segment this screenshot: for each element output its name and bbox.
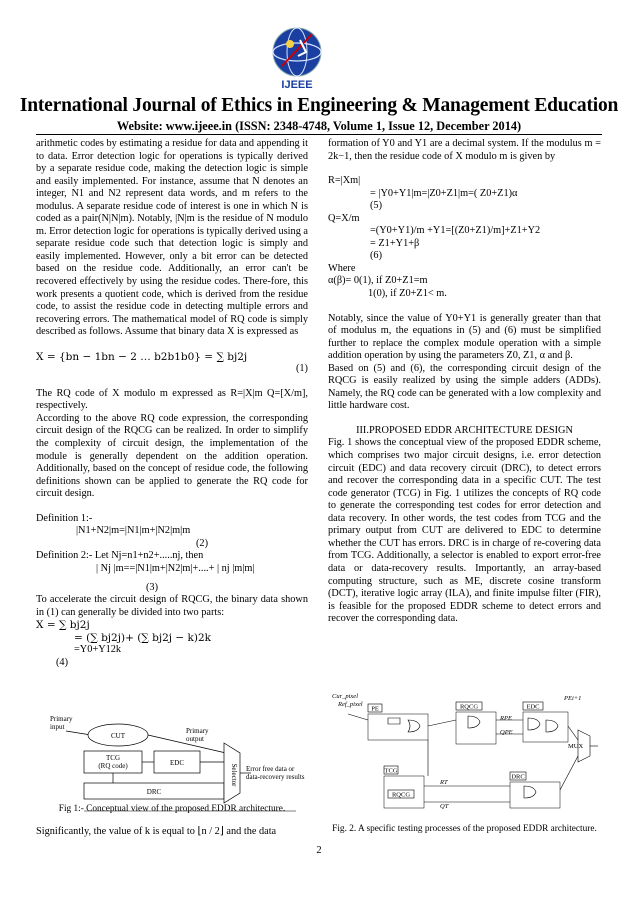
equation-1-text: X = {bn − 1bn − 2 … b2b1b0} = ∑ bj2j xyxy=(36,350,248,363)
fig2-cur-pixel: Cur_pixel xyxy=(332,693,358,700)
journal-logo xyxy=(262,22,332,94)
right-paragraph-1: formation of Y0 and Y1 are a decimal system. If the modulus m = 2k−1, then the residue code of X modulo m is given by xyxy=(328,138,601,162)
right-paragraph-3: Based on (5) and (6), the corresponding circuit design of the RQCG is easily realized by using the simple adders (ADDs). Namely, the RQ code can be generated with a low complexity and little hardware cost. xyxy=(328,362,601,412)
fig1-primary-input: Primary xyxy=(50,715,73,723)
left-paragraph-5: Significantly, the value of k is equal to ⌊n / 2⌋ and the data xyxy=(36,826,277,837)
fig2-qpe: QPE xyxy=(500,729,513,736)
fig1-error-free-label: Error free data or xyxy=(246,765,295,773)
figure-2-caption: Fig. 2. A specific testing processes of the proposed EDDR architecture. xyxy=(332,824,597,834)
quotient-eq-2: =(Y0+Y1)/m +Y1=[(Z0+Z1)/m]+Z1+Y2 xyxy=(370,225,541,237)
definition-2-number: (3) xyxy=(146,581,159,593)
where-label: Where xyxy=(328,262,356,274)
left-paragraph-3: According to the above RQ code expression, the corresponding circuit design of the RQCG can be realized. In order to simplify the complexity of circuit design, the implementation of the module is generally dependent on the addition operation. Additionally, based on the concept of residue code, the following definitions shown can be applied to generate the RQ code for circuit design. xyxy=(36,412,308,500)
svg-text:input: input xyxy=(50,723,65,731)
fig2-rpe: RPE xyxy=(500,715,512,722)
fig2-rt: RT xyxy=(440,779,448,786)
fig1-cut-label: CUT xyxy=(111,732,125,740)
right-paragraph-2: Notably, since the value of Y0+Y1 is generally greater than that of modulus m, the equations in (5) and (6) must be simplified further to replace the complex module operation with a simple addition operation by using the parameters Z0, Z1, α and β. xyxy=(328,312,601,362)
definition-1-equation: |N1+N2|m=|N1|m+|N2|m|m xyxy=(76,525,191,537)
fig2-ref-pixel: Ref_pixel xyxy=(338,701,363,708)
journal-header xyxy=(0,0,638,135)
residue-eq-number: (5) xyxy=(370,200,383,212)
definition-1-number: (2) xyxy=(196,537,209,549)
residue-eq-2: = |Y0+Y1|m=|Z0+Z1|m=( Z0+Z1)α xyxy=(370,187,518,199)
equation-4a: X = ∑ bj2j xyxy=(36,619,90,632)
svg-text:output: output xyxy=(186,735,204,743)
figure-1-diagram xyxy=(36,713,308,813)
fig2-qt: QT xyxy=(440,803,449,810)
left-paragraph-1: arithmetic codes by estimating a residue for data and appending it to data. Error detection logic for operations is typically derived by a separate residue code, making the detection logic is simple and easily implemented. For instance, assume that N denotes an integer, N1 and N2 represent data words, and m refers to the modulus. A separate residue code of interest is one in which N is coded as a pair(N|N|m). Notably, |N|m is the residue of N modulo m. Error detection logic for operations is typically derived using a separate residue code such that detection logic is simply and easily implemented. However, only a bit error can be detected based on the residue code. Additionally, an error can't be recovered effectively by using the residue codes. There-fore, this work presents a quotient code, which is derived from the residue code, to assist the residue code in detecting multiple errors and recovering errors. The mathematical model of RQ code is simply described as follows. Assume that binary data X is expressed as xyxy=(36,138,308,338)
left-column xyxy=(36,138,308,669)
equation-4b: = (∑ bj2j)+ (∑ bj2j − k)2k xyxy=(74,631,212,644)
equation-1 xyxy=(36,351,308,364)
svg-text:TCG: TCG xyxy=(106,754,120,762)
fig2-rqcg2-label: RQCG xyxy=(391,791,411,799)
definition-2-label: Definition 2:- Let Nj=n1+n2+.....nj, then xyxy=(36,550,204,562)
fig1-drc-label: DRC xyxy=(146,788,162,796)
definition-1-label: Definition 1:- xyxy=(36,512,93,524)
fig2-edc-label: EDC xyxy=(526,703,540,711)
where-line-2: 1(0), if Z0+Z1< m. xyxy=(368,288,447,300)
logo-text: IJEEE xyxy=(281,79,313,91)
fig2-tcg-label: TCG xyxy=(384,767,398,775)
right-paragraph-4: Fig. 1 shows the conceptual view of the proposed EDDR scheme, which comprises two major circuit designs, i.e. error detection circuit (EDC) and data recovery circuit (DRC), to detect errors and recover the corresponding data in a specific CUT. The test code generator (TCG) in Fig. 1 utilizes the concepts of RQ code to generate the corresponding test codes for error detection and data recovery. In other words, the test codes from TCG and the primary output from CUT are delivered to EDC to determine whether the CUT has errors. DRC is in charge of re-covering data from TCG. Additionally, a selector is enabled to export error-free data or data-recovery results. Importantly, an array-based computing structure, such as ME, discrete cosine transform (DCT), iterative logic array (ILA), and finite impulse filter (FIR), is feasible for the proposed EDDR scheme to detect errors and recover the corresponding data. xyxy=(328,437,601,625)
journal-title: International Journal of Ethics in Engineering & Management Education xyxy=(19,95,619,116)
definition-2-equation: | Nj |m==|N1|m+|N2|m|+....+ | nj |m|m| xyxy=(96,562,255,574)
fig1-edc-label: EDC xyxy=(170,759,184,767)
quotient-eq-3: = Z1+Y1+β xyxy=(370,237,420,249)
page-number: 2 xyxy=(316,845,322,856)
header-rule xyxy=(36,134,602,135)
quotient-eq-1: Q=X/m xyxy=(328,212,360,224)
where-line-1: α(β)= 0(1), if Z0+Z1=m xyxy=(328,275,428,287)
equation-1-number: (1) xyxy=(295,363,308,375)
fig1-selector-label: Selector xyxy=(230,763,238,787)
equation-4-number: (4) xyxy=(56,656,69,668)
fig2-rqcg1-label: RQCG xyxy=(459,703,479,711)
svg-text:data-recovery results: data-recovery results xyxy=(246,773,305,781)
right-column xyxy=(328,138,601,626)
figure-2-diagram xyxy=(328,690,601,818)
equation-4c: =Y0+Y12k xyxy=(74,644,122,656)
fig1-primary-output: Primary xyxy=(186,727,209,735)
left-paragraph-4: To accelerate the circuit design of RQCG, the binary data shown in (1) can generally be divided into two parts: xyxy=(36,594,308,618)
section-heading: III.PROPOSED EDDR ARCHITECTURE DESIGN xyxy=(356,424,573,436)
fig2-mux-label: MUX xyxy=(568,743,584,750)
fig2-drc-label: DRC xyxy=(511,773,525,781)
figure-1-caption: Fig 1:- Conceptual view of the proposed EDDR architecture. xyxy=(58,804,286,814)
fig2-pe-out: PEi+1 xyxy=(564,695,582,702)
quotient-eq-number: (6) xyxy=(370,250,383,262)
left-paragraph-2: The RQ code of X modulo m expressed as R=|X|m Q=[X/m], respectively. xyxy=(36,387,308,412)
residue-eq-1: R=|Xm| xyxy=(328,175,361,187)
svg-text:(RQ code): (RQ code) xyxy=(98,762,128,770)
journal-subtitle: Website: www.ijeee.in (ISSN: 2348-4748, Volume 1, Issue 12, December 2014) xyxy=(116,119,522,133)
fig2-pe-label: PE xyxy=(371,705,379,713)
